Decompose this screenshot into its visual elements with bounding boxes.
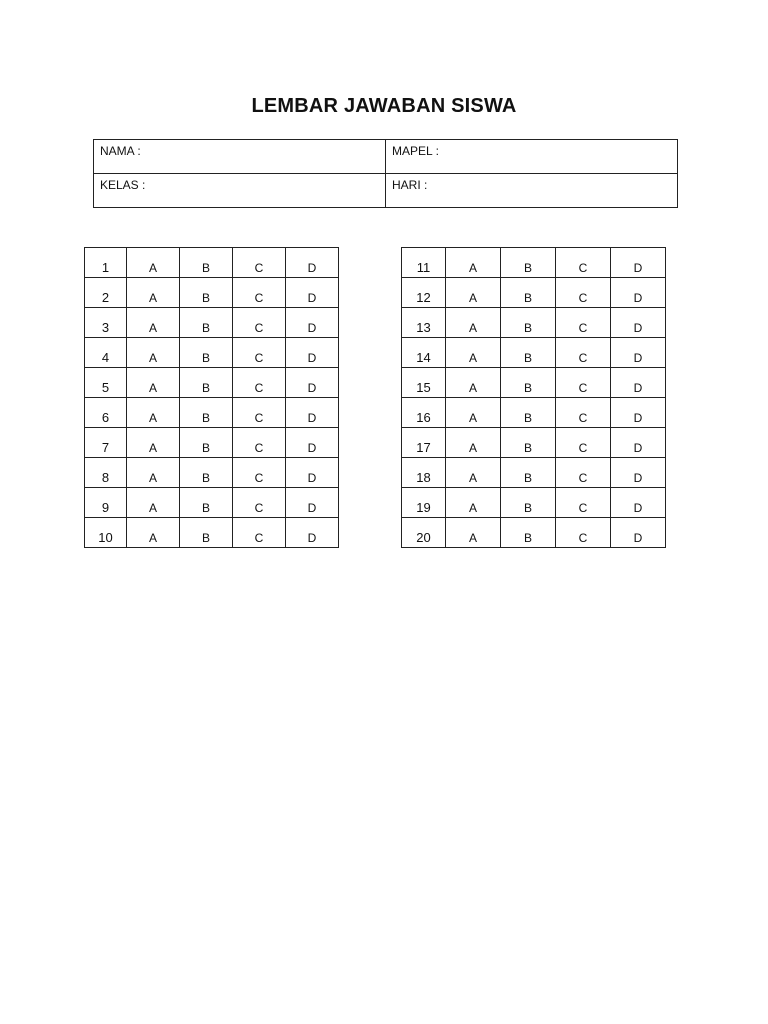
option-c-cell[interactable]: C	[233, 398, 286, 428]
option-b-cell[interactable]: B	[180, 398, 233, 428]
option-c-cell[interactable]: C	[233, 458, 286, 488]
option-d-cell[interactable]: D	[286, 338, 339, 368]
option-a-cell[interactable]: A	[127, 458, 180, 488]
hari-field[interactable]: HARI :	[386, 174, 678, 208]
option-d-cell[interactable]: D	[611, 458, 666, 488]
question-number: 5	[85, 368, 127, 398]
question-number: 4	[85, 338, 127, 368]
option-b-cell[interactable]: B	[180, 458, 233, 488]
answer-row	[402, 308, 666, 338]
answer-row	[402, 278, 666, 308]
option-c-cell[interactable]: C	[233, 248, 286, 278]
option-b-cell[interactable]: B	[501, 518, 556, 548]
option-b-cell[interactable]: B	[180, 338, 233, 368]
option-a-cell[interactable]: A	[446, 398, 501, 428]
option-a-cell[interactable]: A	[127, 428, 180, 458]
answer-row	[85, 278, 339, 308]
option-d-cell[interactable]: D	[286, 518, 339, 548]
option-d-cell[interactable]: D	[611, 368, 666, 398]
option-b-cell[interactable]: B	[180, 428, 233, 458]
option-c-cell[interactable]: C	[556, 248, 611, 278]
answer-row	[402, 458, 666, 488]
option-b-cell[interactable]: B	[501, 398, 556, 428]
option-b-cell[interactable]: B	[180, 248, 233, 278]
option-c-cell[interactable]: C	[556, 428, 611, 458]
option-b-cell[interactable]: B	[501, 488, 556, 518]
option-b-cell[interactable]: B	[180, 308, 233, 338]
answer-row	[85, 248, 339, 278]
option-d-cell[interactable]: D	[611, 338, 666, 368]
answer-row	[85, 428, 339, 458]
option-c-cell[interactable]: C	[233, 518, 286, 548]
option-a-cell[interactable]: A	[446, 368, 501, 398]
option-c-cell[interactable]: C	[233, 278, 286, 308]
option-a-cell[interactable]: A	[127, 278, 180, 308]
answer-row	[402, 428, 666, 458]
option-b-cell[interactable]: B	[501, 458, 556, 488]
question-number: 2	[85, 278, 127, 308]
question-number: 12	[402, 278, 446, 308]
question-number: 17	[402, 428, 446, 458]
question-number: 15	[402, 368, 446, 398]
option-d-cell[interactable]: D	[611, 488, 666, 518]
question-number: 6	[85, 398, 127, 428]
answer-row	[402, 398, 666, 428]
option-b-cell[interactable]: B	[180, 518, 233, 548]
answer-row	[85, 368, 339, 398]
option-a-cell[interactable]: A	[127, 308, 180, 338]
answer-row	[85, 458, 339, 488]
option-d-cell[interactable]: D	[286, 398, 339, 428]
option-b-cell[interactable]: B	[180, 488, 233, 518]
option-d-cell[interactable]: D	[611, 428, 666, 458]
option-c-cell[interactable]: C	[233, 488, 286, 518]
question-number: 10	[85, 518, 127, 548]
question-number: 20	[402, 518, 446, 548]
option-a-cell[interactable]: A	[127, 248, 180, 278]
question-number: 3	[85, 308, 127, 338]
question-number: 9	[85, 488, 127, 518]
option-a-cell[interactable]: A	[446, 518, 501, 548]
question-number: 13	[402, 308, 446, 338]
option-b-cell[interactable]: B	[501, 368, 556, 398]
option-d-cell[interactable]: D	[286, 248, 339, 278]
option-c-cell[interactable]: C	[556, 398, 611, 428]
option-c-cell[interactable]: C	[556, 368, 611, 398]
option-c-cell[interactable]: C	[233, 338, 286, 368]
answer-row	[85, 488, 339, 518]
option-b-cell[interactable]: B	[501, 278, 556, 308]
mapel-field[interactable]: MAPEL :	[386, 140, 678, 174]
option-a-cell[interactable]: A	[446, 338, 501, 368]
option-a-cell[interactable]: A	[446, 488, 501, 518]
answer-row	[402, 338, 666, 368]
option-a-cell[interactable]: A	[127, 398, 180, 428]
option-c-cell[interactable]: C	[233, 428, 286, 458]
option-b-cell[interactable]: B	[501, 248, 556, 278]
question-number: 7	[85, 428, 127, 458]
answer-row	[402, 368, 666, 398]
question-number: 8	[85, 458, 127, 488]
option-d-cell[interactable]: D	[611, 248, 666, 278]
answer-row	[402, 518, 666, 548]
option-d-cell[interactable]: D	[286, 278, 339, 308]
question-number: 18	[402, 458, 446, 488]
option-c-cell[interactable]: C	[556, 308, 611, 338]
option-a-cell[interactable]: A	[127, 338, 180, 368]
answer-row	[85, 308, 339, 338]
option-a-cell[interactable]: A	[127, 488, 180, 518]
answer-row	[85, 338, 339, 368]
question-number: 1	[85, 248, 127, 278]
option-d-cell[interactable]: D	[286, 368, 339, 398]
answer-grid-left	[84, 247, 339, 548]
question-number: 11	[402, 248, 446, 278]
option-d-cell[interactable]: D	[611, 518, 666, 548]
option-d-cell[interactable]: D	[611, 278, 666, 308]
answer-row	[402, 248, 666, 278]
option-c-cell[interactable]: C	[233, 368, 286, 398]
option-c-cell[interactable]: C	[233, 308, 286, 338]
option-d-cell[interactable]: D	[286, 488, 339, 518]
option-c-cell[interactable]: C	[556, 488, 611, 518]
page-title: LEMBAR JAWABAN SISWA	[251, 95, 517, 117]
option-b-cell[interactable]: B	[501, 308, 556, 338]
nama-field[interactable]: NAMA :	[94, 140, 386, 174]
option-a-cell[interactable]: A	[446, 428, 501, 458]
option-c-cell[interactable]: C	[556, 338, 611, 368]
option-c-cell[interactable]: C	[556, 518, 611, 548]
option-a-cell[interactable]: A	[446, 458, 501, 488]
question-number: 19	[402, 488, 446, 518]
option-b-cell[interactable]: B	[501, 428, 556, 458]
question-number: 16	[402, 398, 446, 428]
option-a-cell[interactable]: A	[127, 518, 180, 548]
option-c-cell[interactable]: C	[556, 458, 611, 488]
answer-grid-right	[401, 247, 666, 548]
answer-row	[85, 518, 339, 548]
option-d-cell[interactable]: D	[286, 308, 339, 338]
option-d-cell[interactable]: D	[611, 308, 666, 338]
option-d-cell[interactable]: D	[611, 398, 666, 428]
option-d-cell[interactable]: D	[286, 428, 339, 458]
option-d-cell[interactable]: D	[286, 458, 339, 488]
option-b-cell[interactable]: B	[180, 368, 233, 398]
option-a-cell[interactable]: A	[127, 368, 180, 398]
option-a-cell[interactable]: A	[446, 278, 501, 308]
answer-row	[402, 488, 666, 518]
question-number: 14	[402, 338, 446, 368]
kelas-field[interactable]: KELAS :	[94, 174, 386, 208]
option-a-cell[interactable]: A	[446, 248, 501, 278]
option-c-cell[interactable]: C	[556, 278, 611, 308]
option-b-cell[interactable]: B	[501, 338, 556, 368]
option-a-cell[interactable]: A	[446, 308, 501, 338]
option-b-cell[interactable]: B	[180, 278, 233, 308]
student-info-table	[93, 139, 678, 208]
answer-row	[85, 398, 339, 428]
